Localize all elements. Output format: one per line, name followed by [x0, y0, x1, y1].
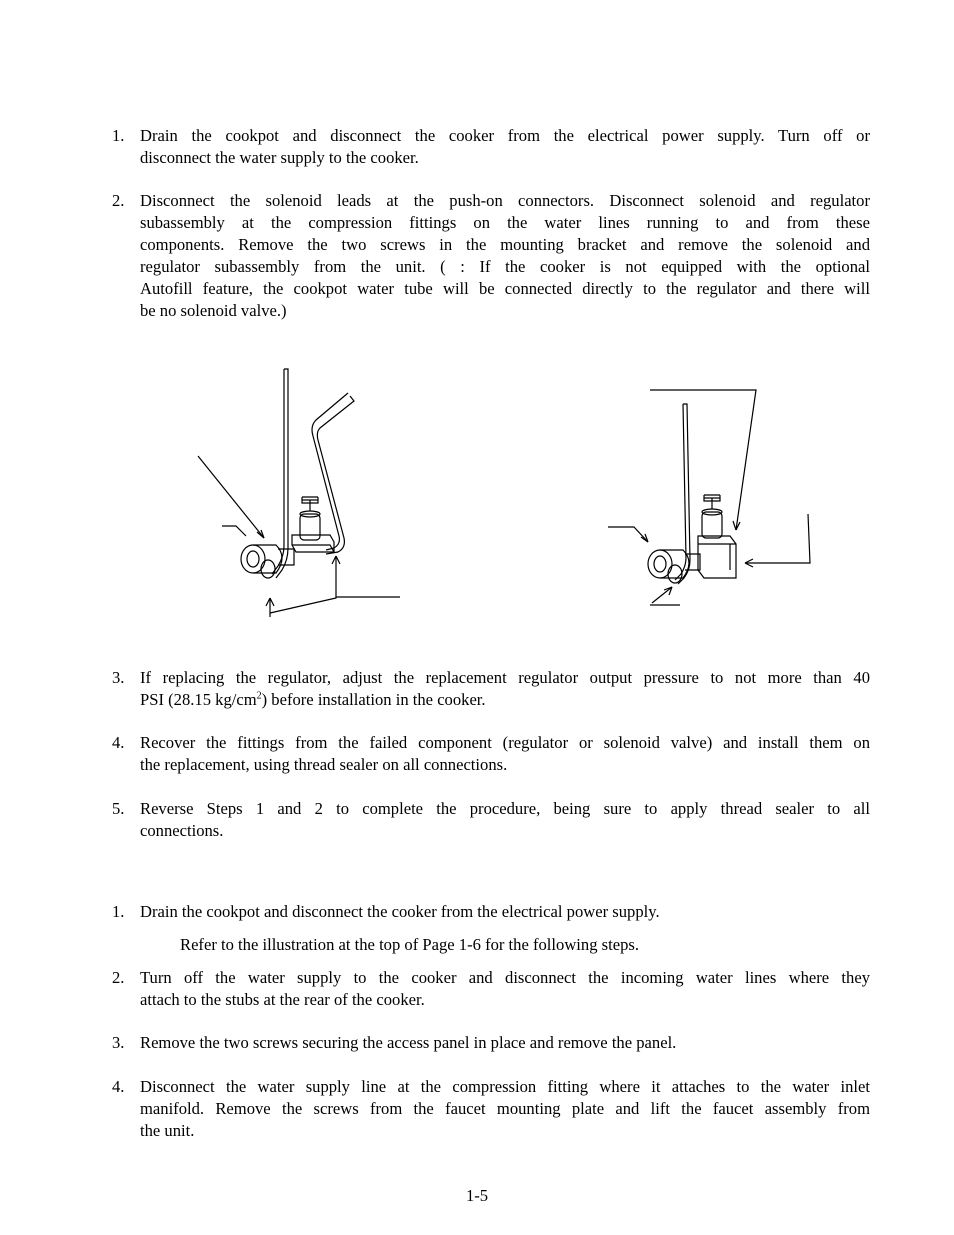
text-fragment: PSI (28.15 kg/cm	[140, 690, 257, 709]
text-line: Recover the fittings from the failed component (regulator or solenoid valve) and install them on	[140, 733, 870, 752]
text-line: Remove the two screws securing the access panel in place and remove the panel.	[140, 1033, 677, 1052]
text-line: If replacing the regulator, adjust the replacement regulator output pressure to not more than 40	[140, 668, 870, 687]
step-text	[140, 125, 870, 169]
text-line: Autofill feature, the cookpot water tube will be connected directly to the regulator and there will	[140, 279, 870, 298]
text-line: subassembly at the compression fittings on the water lines running to and from these	[140, 213, 870, 232]
text-line: Disconnect the water supply line at the compression fitting where it attaches to the water inlet	[140, 1077, 870, 1096]
step-text	[140, 798, 870, 842]
text-line: the replacement, using thread sealer on all connections.	[140, 755, 508, 774]
text-line: Drain the cookpot and disconnect the cooker from the electrical power supply. Turn off or	[140, 126, 870, 145]
step-text	[140, 1032, 870, 1054]
step-number: 2.	[112, 968, 125, 987]
step-text	[140, 901, 870, 923]
text-line: disconnect the water supply to the cooker.	[140, 148, 419, 167]
reference-note: Refer to the illustration at the top of Page 1-6 for the following steps.	[180, 935, 639, 954]
step-number: 5.	[112, 799, 125, 818]
step-number: 1.	[112, 902, 125, 921]
left-assembly-drawing	[198, 369, 400, 617]
step-text	[140, 667, 870, 711]
step-text	[140, 1076, 870, 1142]
text-line: Reverse Steps 1 and 2 to complete the procedure, being sure to apply thread sealer to all	[140, 799, 870, 818]
right-assembly-drawing	[608, 390, 810, 605]
step-number: 4.	[112, 1077, 125, 1096]
text-line: the unit.	[140, 1121, 195, 1140]
text-line: attach to the stubs at the rear of the cooker.	[140, 990, 425, 1009]
page-number: 1-5	[465, 1186, 489, 1205]
step-number: 1.	[112, 126, 125, 145]
solenoid-regulator-illustration	[0, 360, 954, 630]
text-line	[140, 689, 870, 711]
text-line: Disconnect the solenoid leads at the push-on connectors. Disconnect solenoid and regulator	[140, 191, 870, 210]
text-line: be no solenoid valve.)	[140, 301, 287, 320]
step-number: 3.	[112, 668, 125, 687]
text-line: components. Remove the two screws in the mounting bracket and remove the solenoid and	[140, 235, 870, 254]
step-number: 4.	[112, 733, 125, 752]
superscript: 2	[256, 690, 262, 702]
text-line: manifold. Remove the screws from the faucet mounting plate and lift the faucet assembly from	[140, 1099, 870, 1118]
step-text	[140, 190, 870, 322]
step-number: 3.	[112, 1033, 125, 1052]
text-line: regulator subassembly from the unit. ( : If the cooker is not equipped with the optional	[140, 257, 870, 276]
text-line: connections.	[140, 821, 224, 840]
text-line: Turn off the water supply to the cooker and disconnect the incoming water lines where they	[140, 968, 870, 987]
text-line: Drain the cookpot and disconnect the cooker from the electrical power supply.	[140, 902, 660, 921]
step-text	[140, 967, 870, 1011]
step-text	[140, 732, 870, 776]
step-number: 2.	[112, 191, 125, 210]
text-fragment: ) before installation in the cooker.	[261, 690, 486, 709]
